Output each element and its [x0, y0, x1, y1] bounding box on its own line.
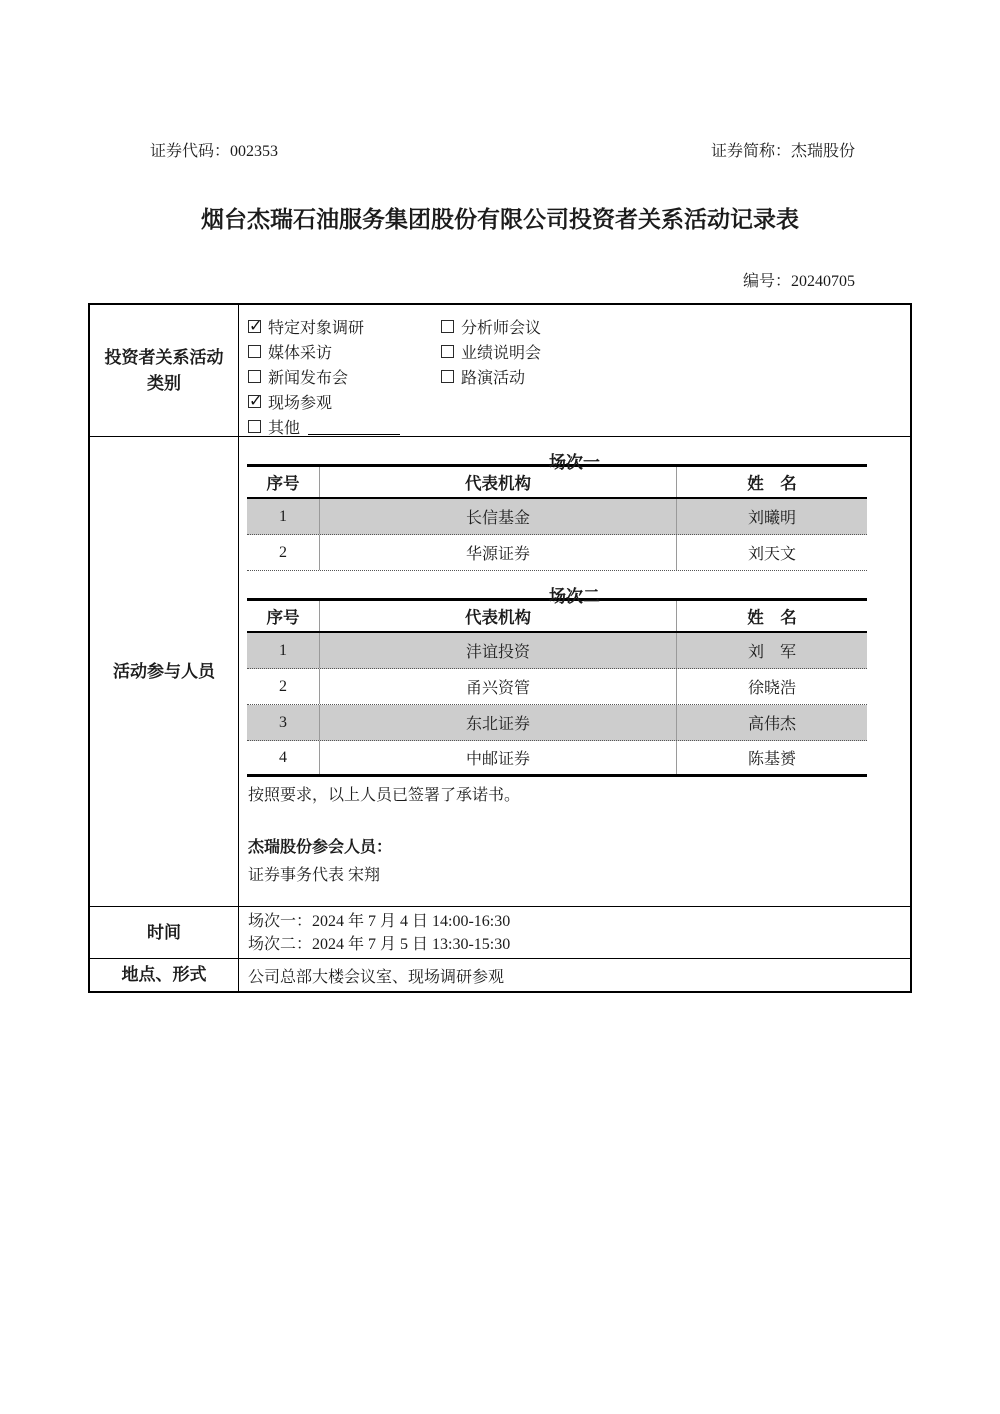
checkbox-icon[interactable] [248, 420, 261, 433]
col-header-name: 姓 名 [747, 474, 797, 493]
cell-name: 陈基赟 [747, 751, 796, 768]
checkbox-icon[interactable] [441, 320, 454, 333]
location-value: 公司总部大楼会议室、现场调研参观 [248, 968, 505, 986]
cell-org: 华源证券 [320, 535, 677, 570]
cell-org: 长信基金 [320, 499, 677, 534]
col-header-index: 序号 [247, 467, 320, 497]
checkbox-checked-icon[interactable] [248, 320, 261, 333]
row-label-location-text: 地点、形式 [121, 965, 207, 984]
cell-index: 1 [247, 633, 320, 668]
checkbox-option [441, 340, 541, 363]
cell-index: 1 [247, 499, 320, 534]
table-row [247, 705, 867, 741]
table-row [247, 633, 867, 669]
checkbox-option [248, 415, 441, 436]
table-row [247, 499, 867, 535]
record-table [88, 303, 912, 993]
time-line-1: 场次一：2024 年 7 月 4 日 14:00-16:30 [248, 913, 511, 930]
checkbox-icon[interactable] [441, 370, 454, 383]
row-time [90, 907, 910, 959]
table-row [247, 535, 867, 571]
cell-index: 2 [247, 535, 320, 570]
note-signed: 按照要求，以上人员已签署了承诺书。 [248, 787, 521, 804]
checkbox-icon[interactable] [441, 345, 454, 358]
checkbox-option [441, 315, 541, 338]
checkbox-option [248, 340, 441, 363]
checkbox-option-label: 业绩说明会 [461, 345, 542, 362]
cell-org: 甬兴资管 [320, 669, 677, 704]
table-row [247, 669, 867, 705]
checkbox-icon[interactable] [248, 345, 261, 358]
row-participants [90, 437, 910, 907]
checkbox-option [441, 365, 525, 388]
company-attendees-label: 杰瑞股份参会人员： [248, 839, 393, 856]
time-line-2: 场次二：2024 年 7 月 5 日 13:30-15:30 [248, 936, 511, 953]
cell-org: 中邮证券 [320, 741, 677, 774]
checkbox-checked-icon[interactable] [248, 395, 261, 408]
checkbox-option [248, 315, 441, 338]
col-header-name: 姓 名 [747, 608, 797, 627]
cell-org: 东北证券 [320, 705, 677, 740]
row-label-activity-type [90, 305, 239, 436]
header-meta-row [0, 0, 1000, 161]
checkbox-option-label: 媒体采访 [268, 345, 333, 362]
row-label-activity-type-text: 投资者关系活动类别 [104, 347, 224, 393]
checkbox-icon[interactable] [248, 370, 261, 383]
checkbox-option-label: 路演活动 [461, 370, 526, 387]
table-header-row [247, 467, 867, 499]
cell-name: 高伟杰 [747, 716, 796, 733]
page-title: 烟台杰瑞石油服务集团股份有限公司投资者关系活动记录表 [201, 207, 799, 232]
checkbox-area [239, 305, 910, 436]
table-session2 [247, 598, 867, 777]
row-label-participants-text: 活动参与人员 [113, 661, 215, 681]
cell-org: 沣谊投资 [320, 633, 677, 668]
cell-name: 刘曦明 [747, 510, 796, 527]
stock-name-label: 证券简称：杰瑞股份 [710, 143, 855, 160]
other-fill-blank[interactable] [308, 418, 400, 435]
table-row [247, 741, 867, 777]
col-header-index: 序号 [247, 601, 320, 631]
checkbox-option-label: 分析师会议 [461, 320, 542, 337]
cell-name: 徐晓浩 [747, 680, 796, 697]
checkbox-option-label: 新闻发布会 [268, 370, 349, 387]
row-label-time-text: 时间 [147, 922, 181, 942]
table-session1 [247, 464, 867, 571]
cell-name: 刘 军 [747, 644, 796, 661]
row-label-location [90, 959, 239, 991]
row-activity-type [90, 305, 910, 437]
cell-index: 3 [247, 705, 320, 740]
doc-number: 编号：20240705 [742, 273, 855, 290]
row-label-time [90, 907, 239, 958]
checkbox-option [248, 365, 441, 388]
session2-title: 场次二 [549, 587, 600, 606]
company-attendees-value: 证券事务代表 宋翔 [248, 867, 381, 884]
row-location [90, 959, 910, 991]
cell-name: 刘天文 [747, 546, 796, 563]
cell-index: 4 [247, 741, 320, 774]
col-header-org: 代表机构 [320, 467, 677, 497]
checkbox-option-label: 特定对象调研 [268, 320, 365, 337]
checkbox-option [248, 390, 441, 413]
table-header-row [247, 601, 867, 633]
col-header-org: 代表机构 [320, 601, 677, 631]
cell-index: 2 [247, 669, 320, 704]
checkbox-option-label: 其他 [268, 420, 301, 436]
stock-code-label: 证券代码：002353 [150, 143, 279, 160]
session1-title: 场次一 [549, 453, 600, 472]
checkbox-option-label: 现场参观 [268, 395, 333, 412]
row-label-participants [90, 437, 239, 906]
